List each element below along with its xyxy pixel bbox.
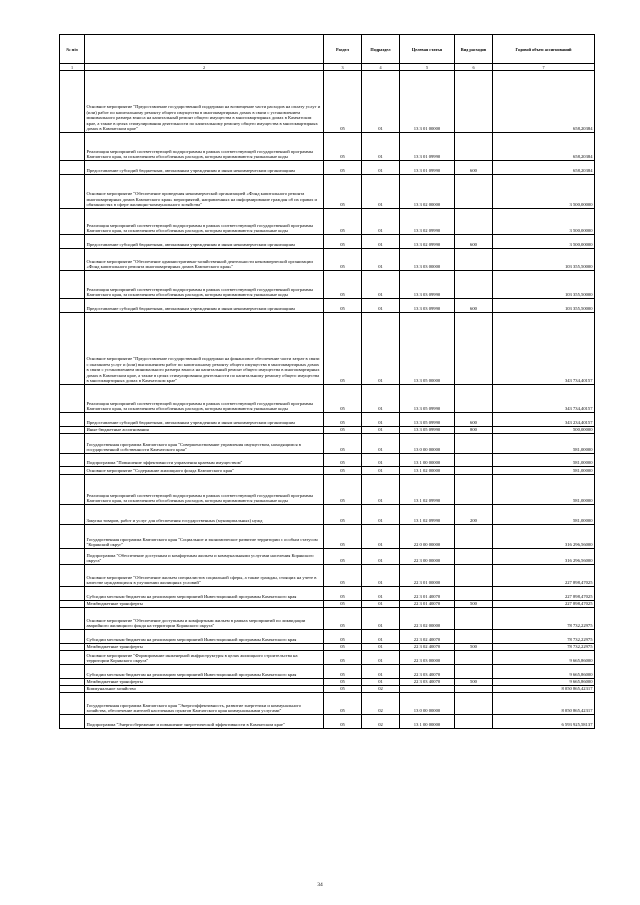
row-amount-cell: 9 665,86000 bbox=[493, 651, 595, 665]
row-amount-cell: 103 355,50000 bbox=[493, 271, 595, 299]
row-target-cell: 22 3 01 40070 bbox=[400, 587, 455, 601]
row-subsection-cell: 02 bbox=[362, 686, 400, 693]
row-exp-type-cell: 500 bbox=[455, 644, 493, 651]
row-name-cell: Коммунальное хозяйство bbox=[85, 686, 324, 693]
table-row bbox=[60, 587, 595, 601]
row-num-cell bbox=[60, 475, 85, 505]
row-num-cell bbox=[60, 235, 85, 249]
table-row bbox=[60, 209, 595, 235]
row-exp-type-cell bbox=[455, 693, 493, 715]
row-name-cell: Государственная программа Камчатского края "Энергоэффективность, развитие энергетики и коммунального хозяйства, обеспечение жителей населенных пунктов Камчатского края коммунальными услугами" bbox=[85, 693, 324, 715]
row-section-cell: 05 bbox=[324, 235, 362, 249]
row-name-cell: Закупка товаров, работ и услуг для обеспечения государственных (муниципальных) нужд bbox=[85, 505, 324, 525]
row-num-cell bbox=[60, 505, 85, 525]
row-amount-cell: 6 593 925,58137 bbox=[493, 715, 595, 729]
index-cell: 2 bbox=[85, 64, 324, 71]
page-number: 34 bbox=[317, 882, 323, 888]
row-amount-cell: 658,20384 bbox=[493, 71, 595, 133]
row-section-cell: 05 bbox=[324, 693, 362, 715]
table-row bbox=[60, 644, 595, 651]
row-exp-type-cell bbox=[455, 525, 493, 549]
row-exp-type-cell bbox=[455, 209, 493, 235]
row-subsection-cell: 01 bbox=[362, 299, 400, 313]
row-target-cell: 22 3 02 00000 bbox=[400, 608, 455, 630]
row-target-cell: 13 3 03 00000 bbox=[400, 249, 455, 271]
index-cell: 4 bbox=[362, 64, 400, 71]
row-exp-type-cell bbox=[455, 651, 493, 665]
row-num-cell bbox=[60, 630, 85, 644]
row-exp-type-cell bbox=[455, 549, 493, 565]
row-section-cell: 05 bbox=[324, 587, 362, 601]
row-target-cell bbox=[400, 686, 455, 693]
row-num-cell bbox=[60, 71, 85, 133]
row-exp-type-cell: 600 bbox=[455, 299, 493, 313]
row-subsection-cell: 01 bbox=[362, 525, 400, 549]
row-name-cell: Основное мероприятие "Обеспечение административно-хозяйственной деятельности некоммерческой организации «Фонд капитального ремонта многоквартирных домов Камчатского края»" bbox=[85, 249, 324, 271]
row-amount-cell: 227 898,47025 bbox=[493, 587, 595, 601]
table-row bbox=[60, 175, 595, 209]
table-row bbox=[60, 249, 595, 271]
row-num-cell bbox=[60, 587, 85, 601]
row-target-cell: 22 3 03 00000 bbox=[400, 651, 455, 665]
row-amount-cell: 103 355,50000 bbox=[493, 299, 595, 313]
row-section-cell: 05 bbox=[324, 601, 362, 608]
row-section-cell: 05 bbox=[324, 525, 362, 549]
row-amount-cell: 316 296,56000 bbox=[493, 525, 595, 549]
row-amount-cell: 227 898,47025 bbox=[493, 601, 595, 608]
row-num-cell bbox=[60, 454, 85, 467]
row-name-cell: Реализация мероприятий соответствующей подпрограммы в рамках соответствующей государственной программы Камчатского края, за исключением обособленных расходов, которым присваиваются уникальные коды bbox=[85, 385, 324, 413]
row-name-cell: Реализация мероприятий соответствующей подпрограммы в рамках соответствующей государственной программы Камчатского края, за исключением обособленных расходов, которым присваиваются уникальные коды bbox=[85, 271, 324, 299]
row-num-cell bbox=[60, 271, 85, 299]
table-body bbox=[60, 71, 595, 729]
row-target-cell: 22 3 01 40070 bbox=[400, 601, 455, 608]
row-exp-type-cell bbox=[455, 587, 493, 601]
row-section-cell: 05 bbox=[324, 299, 362, 313]
row-num-cell bbox=[60, 525, 85, 549]
row-name-cell: Подпрограмма "Обеспечение доступным и комфортным жильем и коммунальными услугами населения Корякского округа" bbox=[85, 549, 324, 565]
row-section-cell: 05 bbox=[324, 549, 362, 565]
table-row bbox=[60, 133, 595, 161]
row-target-cell: 13 3 05 00000 bbox=[400, 313, 455, 385]
row-subsection-cell: 01 bbox=[362, 454, 400, 467]
row-exp-type-cell bbox=[455, 133, 493, 161]
row-name-cell: Подпрограмма "Энергосбережение и повышение энергетической эффективности в Камчатском крае" bbox=[85, 715, 324, 729]
row-exp-type-cell bbox=[455, 608, 493, 630]
table-row bbox=[60, 385, 595, 413]
row-name-cell: Субсидии местным бюджетам на реализацию мероприятий Инвестиционной программы Камчатского края bbox=[85, 587, 324, 601]
table-row bbox=[60, 693, 595, 715]
row-num-cell bbox=[60, 161, 85, 175]
row-subsection-cell: 01 bbox=[362, 161, 400, 175]
table-row bbox=[60, 565, 595, 587]
row-subsection-cell: 02 bbox=[362, 715, 400, 729]
row-num-cell bbox=[60, 434, 85, 454]
row-amount-cell: 581,00000 bbox=[493, 467, 595, 475]
table-row bbox=[60, 651, 595, 665]
row-name-cell: Основное мероприятие "Содержание жилищного фонда Камчатского края" bbox=[85, 467, 324, 475]
row-name-cell: Подпрограмма "Повышение эффективности управления краевым имуществом" bbox=[85, 454, 324, 467]
table-row bbox=[60, 601, 595, 608]
row-amount-cell: 78 732,22975 bbox=[493, 608, 595, 630]
budget-table bbox=[59, 34, 595, 729]
row-num-cell bbox=[60, 385, 85, 413]
row-target-cell: 13 0 00 00000 bbox=[400, 693, 455, 715]
row-name-cell: Межбюджетные трансферты bbox=[85, 601, 324, 608]
row-num-cell bbox=[60, 175, 85, 209]
row-subsection-cell: 01 bbox=[362, 271, 400, 299]
row-amount-cell: 343 734,40157 bbox=[493, 385, 595, 413]
row-num-cell bbox=[60, 686, 85, 693]
row-name-cell: Основное мероприятие "Обеспечение доступным и комфортным жильем в рамках мероприятий по ликвидации аварийного жилищного фонда на территории Корякского округа" bbox=[85, 608, 324, 630]
row-num-cell bbox=[60, 651, 85, 665]
row-amount-cell: 3 500,00000 bbox=[493, 235, 595, 249]
row-exp-type-cell bbox=[455, 454, 493, 467]
index-cell: 6 bbox=[455, 64, 493, 71]
row-section-cell: 05 bbox=[324, 644, 362, 651]
row-target-cell: 13 3 05 09990 bbox=[400, 427, 455, 434]
row-num-cell bbox=[60, 427, 85, 434]
row-name-cell: Основное мероприятие "Предоставление государственной поддержки на возмещение части расходов на оплату услуг и (или) работ по капитальному ремонту общего имущества в многоквартирных домах в связи с установлением минимального размера взноса на капитальный ремонт общего имущества в многоквартирных домах в Камчатском крае, а также в целях стимулирования деятельности по капитальному ремонту общего имущества в многоквартирных домах в Камчатском крае" bbox=[85, 71, 324, 133]
row-subsection-cell: 01 bbox=[362, 133, 400, 161]
row-amount-cell: 316 296,56000 bbox=[493, 549, 595, 565]
row-target-cell: 22 3 01 00000 bbox=[400, 565, 455, 587]
table-row bbox=[60, 161, 595, 175]
row-name-cell: Реализация мероприятий соответствующей подпрограммы в рамках соответствующей государственной программы Камчатского края, за исключением обособленных расходов, которым присваиваются уникальные коды bbox=[85, 209, 324, 235]
row-name-cell: Предоставление субсидий бюджетным, автономным учреждениям и иным некоммерческим организациям bbox=[85, 299, 324, 313]
row-target-cell: 13 1 02 00000 bbox=[400, 467, 455, 475]
row-num-cell bbox=[60, 549, 85, 565]
row-target-cell: 13 1 02 09990 bbox=[400, 505, 455, 525]
row-num-cell bbox=[60, 565, 85, 587]
row-subsection-cell: 01 bbox=[362, 665, 400, 679]
row-amount-cell: 581,00000 bbox=[493, 454, 595, 467]
row-num-cell bbox=[60, 601, 85, 608]
row-name-cell: Иные бюджетные ассигнования bbox=[85, 427, 324, 434]
row-section-cell: 05 bbox=[324, 271, 362, 299]
row-name-cell: Основное мероприятие "Обеспечение жильем специалистов социальной сферы, а также граждан, стоящих на учете в качестве нуждающихся в улучшении жилищных условий" bbox=[85, 565, 324, 587]
row-num-cell bbox=[60, 608, 85, 630]
table-row bbox=[60, 313, 595, 385]
row-section-cell: 05 bbox=[324, 434, 362, 454]
row-target-cell: 13 3 03 09990 bbox=[400, 299, 455, 313]
row-subsection-cell: 01 bbox=[362, 601, 400, 608]
table-row bbox=[60, 475, 595, 505]
budget-table-sheet bbox=[59, 34, 594, 729]
row-exp-type-cell bbox=[455, 313, 493, 385]
header-target: Целевая статья bbox=[400, 35, 455, 64]
row-section-cell: 05 bbox=[324, 679, 362, 686]
row-subsection-cell: 01 bbox=[362, 467, 400, 475]
row-target-cell: 22 3 03 40070 bbox=[400, 679, 455, 686]
row-name-cell: Межбюджетные трансферты bbox=[85, 679, 324, 686]
row-exp-type-cell: 500 bbox=[455, 679, 493, 686]
table-row bbox=[60, 413, 595, 427]
row-amount-cell: 581,00000 bbox=[493, 475, 595, 505]
header-row bbox=[60, 35, 595, 64]
row-section-cell: 05 bbox=[324, 249, 362, 271]
table-row bbox=[60, 427, 595, 434]
row-target-cell: 13 1 02 09990 bbox=[400, 475, 455, 505]
row-section-cell: 05 bbox=[324, 209, 362, 235]
row-subsection-cell: 01 bbox=[362, 549, 400, 565]
row-num-cell bbox=[60, 644, 85, 651]
header-subsection: Подраздел bbox=[362, 35, 400, 64]
row-name-cell: Государственная программа Камчатского края "Социальное и экономическое развитие территории с особым статусом "Корякский округ" bbox=[85, 525, 324, 549]
row-exp-type-cell bbox=[455, 475, 493, 505]
row-name-cell: Предоставление субсидий бюджетным, автономным учреждениям и иным некоммерческим организациям bbox=[85, 413, 324, 427]
row-exp-type-cell bbox=[455, 71, 493, 133]
row-exp-type-cell: 600 bbox=[455, 235, 493, 249]
row-exp-type-cell bbox=[455, 665, 493, 679]
row-target-cell: 13 3 05 09990 bbox=[400, 413, 455, 427]
row-exp-type-cell: 500 bbox=[455, 601, 493, 608]
row-amount-cell: 78 732,22975 bbox=[493, 644, 595, 651]
row-exp-type-cell bbox=[455, 686, 493, 693]
row-section-cell: 05 bbox=[324, 175, 362, 209]
row-target-cell: 22 3 00 00000 bbox=[400, 549, 455, 565]
row-num-cell bbox=[60, 679, 85, 686]
table-row bbox=[60, 467, 595, 475]
row-exp-type-cell bbox=[455, 434, 493, 454]
row-subsection-cell: 01 bbox=[362, 71, 400, 133]
row-name-cell: Субсидии местным бюджетам на реализацию мероприятий Инвестиционной программы Камчатского края bbox=[85, 630, 324, 644]
row-amount-cell: 3 500,00000 bbox=[493, 175, 595, 209]
row-subsection-cell: 01 bbox=[362, 651, 400, 665]
row-section-cell: 05 bbox=[324, 665, 362, 679]
table-row bbox=[60, 525, 595, 549]
row-name-cell: Государственная программа Камчатского края "Совершенствование управления имуществом, находящимся в государственной собственности Камчатского края" bbox=[85, 434, 324, 454]
row-amount-cell: 78 732,22975 bbox=[493, 630, 595, 644]
row-subsection-cell: 01 bbox=[362, 644, 400, 651]
row-amount-cell: 658,20384 bbox=[493, 133, 595, 161]
row-amount-cell: 8 050 865,42317 bbox=[493, 693, 595, 715]
row-amount-cell: 103 355,50000 bbox=[493, 249, 595, 271]
row-name-cell: Реализация мероприятий соответствующей подпрограммы в рамках соответствующей государственной программы Камчатского края, за исключением обособленных расходов, которым присваиваются уникальные коды bbox=[85, 133, 324, 161]
row-section-cell: 05 bbox=[324, 413, 362, 427]
row-exp-type-cell bbox=[455, 565, 493, 587]
row-num-cell bbox=[60, 467, 85, 475]
row-target-cell: 22 3 03 40070 bbox=[400, 665, 455, 679]
row-amount-cell: 9 665,86000 bbox=[493, 679, 595, 686]
table-row bbox=[60, 686, 595, 693]
row-amount-cell: 8 050 865,42317 bbox=[493, 686, 595, 693]
row-amount-cell: 581,00000 bbox=[493, 505, 595, 525]
row-amount-cell: 343 234,40157 bbox=[493, 413, 595, 427]
row-target-cell: 22 3 02 40070 bbox=[400, 644, 455, 651]
row-exp-type-cell bbox=[455, 467, 493, 475]
row-subsection-cell: 01 bbox=[362, 313, 400, 385]
row-target-cell: 13 1 00 00000 bbox=[400, 715, 455, 729]
index-row bbox=[60, 64, 595, 71]
row-num-cell bbox=[60, 715, 85, 729]
row-exp-type-cell: 600 bbox=[455, 413, 493, 427]
row-exp-type-cell: 600 bbox=[455, 161, 493, 175]
row-exp-type-cell bbox=[455, 249, 493, 271]
row-section-cell: 05 bbox=[324, 565, 362, 587]
row-section-cell: 05 bbox=[324, 686, 362, 693]
row-num-cell bbox=[60, 133, 85, 161]
row-subsection-cell: 01 bbox=[362, 475, 400, 505]
row-subsection-cell: 01 bbox=[362, 505, 400, 525]
row-section-cell: 05 bbox=[324, 608, 362, 630]
row-target-cell: 13 3 02 09990 bbox=[400, 209, 455, 235]
row-section-cell: 05 bbox=[324, 385, 362, 413]
row-name-cell: Межбюджетные трансферты bbox=[85, 644, 324, 651]
row-subsection-cell: 01 bbox=[362, 385, 400, 413]
row-section-cell: 05 bbox=[324, 505, 362, 525]
table-row bbox=[60, 299, 595, 313]
row-exp-type-cell bbox=[455, 715, 493, 729]
row-exp-type-cell bbox=[455, 271, 493, 299]
row-section-cell: 05 bbox=[324, 313, 362, 385]
row-subsection-cell: 01 bbox=[362, 565, 400, 587]
row-subsection-cell: 01 bbox=[362, 209, 400, 235]
index-cell: 7 bbox=[493, 64, 595, 71]
row-target-cell: 13 3 01 09990 bbox=[400, 161, 455, 175]
row-section-cell: 05 bbox=[324, 133, 362, 161]
table-row bbox=[60, 505, 595, 525]
row-amount-cell: 9 665,86000 bbox=[493, 665, 595, 679]
row-subsection-cell: 01 bbox=[362, 587, 400, 601]
row-amount-cell: 343 734,40157 bbox=[493, 313, 595, 385]
table-row bbox=[60, 235, 595, 249]
row-target-cell: 13 3 01 09990 bbox=[400, 133, 455, 161]
row-subsection-cell: 01 bbox=[362, 679, 400, 686]
table-row bbox=[60, 715, 595, 729]
table-row bbox=[60, 679, 595, 686]
row-section-cell: 05 bbox=[324, 715, 362, 729]
row-amount-cell: 227 898,47025 bbox=[493, 565, 595, 587]
row-num-cell bbox=[60, 665, 85, 679]
row-section-cell: 05 bbox=[324, 651, 362, 665]
row-target-cell: 13 0 00 00000 bbox=[400, 434, 455, 454]
row-num-cell bbox=[60, 299, 85, 313]
row-exp-type-cell: 200 bbox=[455, 505, 493, 525]
index-cell: 3 bbox=[324, 64, 362, 71]
index-cell: 1 bbox=[60, 64, 85, 71]
table-row bbox=[60, 434, 595, 454]
row-name-cell: Предоставление субсидий бюджетным, автономным учреждениям и иным некоммерческим организациям bbox=[85, 235, 324, 249]
row-name-cell: Основное мероприятие "Предоставление государственной поддержки на финансовое обеспечение части затрат в связи с оказанием услуг и (или) выполнением работ по капитальному ремонту общего имущества в многоквартирных домах в связи с установлением минимального размера взноса на капитальный ремонт общего имущества в многоквартирных домах в Камчатском крае, а также в целях стимулирования деятельности по капитальному ремонту общего имущества в многоквартирных домах в Камчатском крае" bbox=[85, 313, 324, 385]
header-amount: Годовой объем ассигнований bbox=[493, 35, 595, 64]
table-row bbox=[60, 630, 595, 644]
row-amount-cell: 3 500,00000 bbox=[493, 209, 595, 235]
table-row bbox=[60, 454, 595, 467]
table-row bbox=[60, 665, 595, 679]
row-target-cell: 13 1 00 00000 bbox=[400, 454, 455, 467]
row-exp-type-cell bbox=[455, 630, 493, 644]
table-row bbox=[60, 608, 595, 630]
row-subsection-cell: 01 bbox=[362, 630, 400, 644]
header-section: Раздел bbox=[324, 35, 362, 64]
row-subsection-cell: 01 bbox=[362, 413, 400, 427]
row-section-cell: 05 bbox=[324, 161, 362, 175]
row-subsection-cell: 01 bbox=[362, 249, 400, 271]
row-target-cell: 13 3 01 00000 bbox=[400, 71, 455, 133]
row-name-cell: Реализация мероприятий соответствующей подпрограммы в рамках соответствующей государственной программы Камчатского края, за исключением обособленных расходов, которым присваиваются уникальные коды bbox=[85, 475, 324, 505]
row-name-cell: Основное мероприятие "Формирование инженерной инфраструктуры в целях жилищного строительства на территории Корякского округа" bbox=[85, 651, 324, 665]
row-subsection-cell: 02 bbox=[362, 693, 400, 715]
table-row bbox=[60, 71, 595, 133]
index-cell: 5 bbox=[400, 64, 455, 71]
row-name-cell: Субсидии местным бюджетам на реализацию мероприятий Инвестиционной программы Камчатского края bbox=[85, 665, 324, 679]
table-row bbox=[60, 549, 595, 565]
row-name-cell: Предоставление субсидий бюджетным, автономным учреждениям и иным некоммерческим организациям bbox=[85, 161, 324, 175]
row-num-cell bbox=[60, 313, 85, 385]
header-num: № п/п bbox=[60, 35, 85, 64]
row-target-cell: 13 3 02 00000 bbox=[400, 175, 455, 209]
row-target-cell: 13 3 03 09990 bbox=[400, 271, 455, 299]
row-section-cell: 05 bbox=[324, 467, 362, 475]
row-subsection-cell: 01 bbox=[362, 175, 400, 209]
row-section-cell: 05 bbox=[324, 630, 362, 644]
row-target-cell: 22 3 02 40070 bbox=[400, 630, 455, 644]
row-num-cell bbox=[60, 413, 85, 427]
row-subsection-cell: 01 bbox=[362, 434, 400, 454]
row-section-cell: 05 bbox=[324, 475, 362, 505]
header-name bbox=[85, 35, 324, 64]
row-exp-type-cell bbox=[455, 385, 493, 413]
row-amount-cell: 658,20384 bbox=[493, 161, 595, 175]
row-num-cell bbox=[60, 209, 85, 235]
row-section-cell: 05 bbox=[324, 71, 362, 133]
row-amount-cell: 500,00000 bbox=[493, 427, 595, 434]
row-amount-cell: 581,00000 bbox=[493, 434, 595, 454]
header-exp-type: Вид расходов bbox=[455, 35, 493, 64]
row-target-cell: 13 3 02 09990 bbox=[400, 235, 455, 249]
row-subsection-cell: 01 bbox=[362, 427, 400, 434]
row-subsection-cell: 01 bbox=[362, 608, 400, 630]
row-section-cell: 05 bbox=[324, 427, 362, 434]
row-num-cell bbox=[60, 693, 85, 715]
row-name-cell: Основное мероприятие "Обеспечение проведения некоммерческой организацией «Фонд капитального ремонта многоквартирных домов Камчатского края» мероприятий, направленных на информирование граждан об их правах и обязанностях в сфере жилищно-коммунального хозяйства" bbox=[85, 175, 324, 209]
row-exp-type-cell bbox=[455, 175, 493, 209]
row-target-cell: 13 3 05 09990 bbox=[400, 385, 455, 413]
table-row bbox=[60, 271, 595, 299]
row-target-cell: 22 0 00 00000 bbox=[400, 525, 455, 549]
row-exp-type-cell: 800 bbox=[455, 427, 493, 434]
row-subsection-cell: 01 bbox=[362, 235, 400, 249]
row-num-cell bbox=[60, 249, 85, 271]
row-section-cell: 05 bbox=[324, 454, 362, 467]
